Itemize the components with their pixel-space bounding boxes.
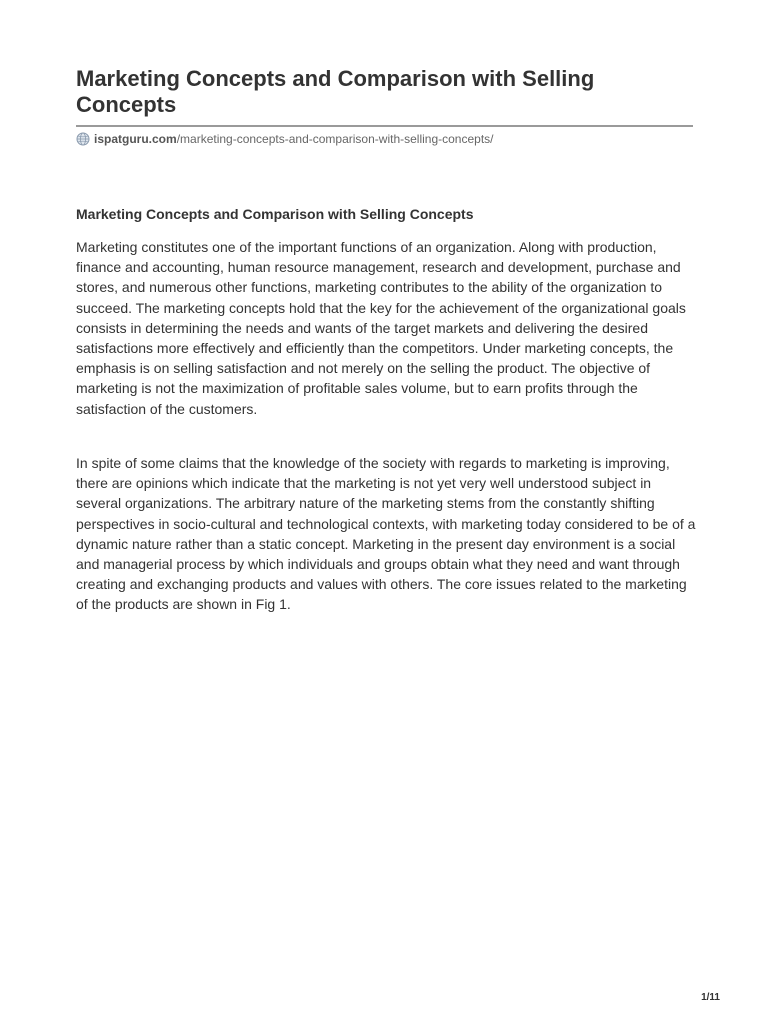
body-paragraph: In spite of some claims that the knowledge of the society with regards to marketing is improving, there are opinions which indicate that the marketing is not yet very well understood subject in several organizations. The arbitrary nature of the marketing stems from the constantly shifting perspectives in socio-cultural and technological contexts, with marketing today considered to be of a dynamic nature rather than a static concept. Marketing in the present day environment is a social and managerial process by which individuals and groups obtain what they need and want through creating and exchanging products and values with others. The core issues related to the marketing of the products are shown in Fig 1.: [76, 455, 696, 613]
page-title: Marketing Concepts and Comparison with Selling Concepts: [76, 66, 595, 117]
source-url[interactable]: [76, 131, 494, 147]
globe-icon: [76, 132, 90, 146]
source-domain[interactable]: ispatguru.com: [94, 132, 177, 146]
section-heading: Marketing Concepts and Comparison with Selling Concepts: [76, 206, 474, 222]
source-path[interactable]: /marketing-concepts-and-comparison-with-selling-concepts/: [176, 132, 494, 146]
page-number: 1/11: [701, 992, 720, 1003]
body-paragraph: Marketing constitutes one of the important functions of an organization. Along with production, finance and accounting, human resource management, research and development, purchase and stores, and numerous other functions, marketing contributes to the ability of the organization to succeed. The marketing concepts hold that the key for the achievement of the organizational goals consists in determining the needs and wants of the target markets and delivering the desired satisfactions more effectively and efficiently than the competitors. Under marketing concepts, the emphasis is on selling satisfaction and not merely on the selling the product. The objective of marketing is not the maximization of profitable sales volume, but to earn profits through the satisfaction of the customers.: [76, 239, 686, 417]
title-divider: [76, 125, 693, 127]
